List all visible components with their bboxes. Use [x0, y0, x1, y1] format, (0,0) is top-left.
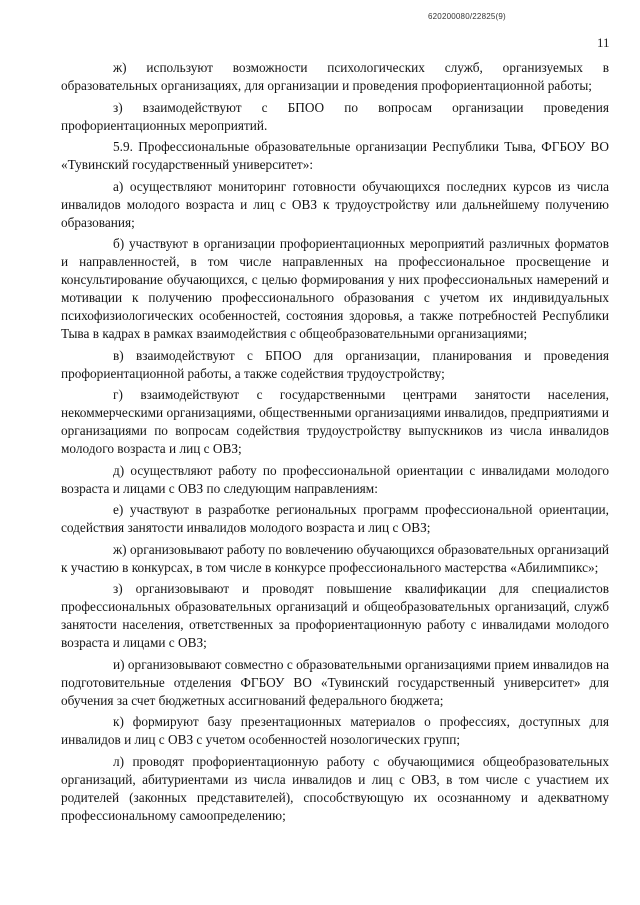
list-item-l: л) проводят профориентационную работу с обучающимися общеобразовательных организаций, абитуриентами из числа инвалидов и лиц с ОВЗ, в том числе с участием их родителей (законных представителей), способствующую их осознанному и адекватному профессиональному самоопределению; — [61, 753, 609, 823]
list-item-z: з) организовывают и проводят повышение квалификации для специалистов профессиональных образовательных организаций и общеобразовательных организаций, служб занятости населения, ответственных за профориентационную работу с инвалидами молодого возраста и лицами с ОВЗ; — [61, 581, 609, 650]
list-item-d: д) осуществляют работу по профессиональной ориентации с инвалидами молодого возраста и лицами с ОВЗ по следующим направлениям: — [61, 462, 609, 496]
list-item-g: г) взаимодействуют с государственными центрами занятости населения, некоммерческими организациями, общественными организациями инвалидов, предприятиями и организациями по вопросам содействия трудоустройству выпускников из числа инвалидов молодого возраста и лиц с ОВЗ; — [61, 387, 609, 456]
document-registration-code: 620200080/22825(9) — [428, 12, 506, 21]
list-item-v: в) взаимодействуют с БПОО для организации, планирования и проведения профориентационной работы, а также содействия трудоустройству; — [61, 347, 609, 381]
list-item-a: а) осуществляют мониторинг готовности обучающихся последних курсов из числа инвалидов молодого возраста и лиц с ОВЗ к трудоустройству или дальнейшему получению образования; — [61, 178, 609, 230]
list-item-i: и) организовывают совместно с образовательными организациями прием инвалидов на подготовительные отделения ФГБОУ ВО «Тувинский государственный университет» для обучения за счет бюджетных ассигнований федерального бюджета; — [61, 656, 609, 708]
list-item-zh: ж) организовывают работу по вовлечению обучающихся образовательных организаций к участию в конкурсах, в том числе в конкурсе профессионального мастерства «Абилимпикс»; — [61, 541, 609, 575]
document-body — [61, 59, 609, 828]
paragraph-zh-psychological-services: ж) используют возможности психологических служб, организуемых в образовательных организациях, для организации и проведения профориентационной работы; — [61, 60, 609, 93]
list-item-e: е) участвуют в разработке региональных программ профессиональной ориентации, содействия занятости инвалидов молодого возраста и лиц с ОВЗ; — [61, 502, 609, 535]
list-item-b: б) участвуют в организации профориентационных мероприятий различных форматов и направленностей, в том числе направленных на профессиональное просвещение и консультирование обучающихся, с целью формирования у них профессиональных намерений и мотивации к получению профессионального образования с учетом их индивидуальных психофизиологических особенностей, состояния здоровья, а также потребностей Республики Тыва в кадрах в рамках взаимодействия с общеобразовательными организациями; — [61, 236, 609, 341]
paragraph-z-bpoo-interaction: з) взаимодействуют с БПОО по вопросам организации проведения профориентационных мероприятий. — [61, 99, 609, 133]
page-number: 11 — [597, 35, 610, 50]
section-5-9-heading: 5.9. Профессиональные образовательные организации Республики Тыва, ФГБОУ ВО «Тувинский государственный университет»: — [61, 139, 609, 172]
list-item-k: к) формируют базу презентационных материалов о профессиях, доступных для инвалидов и лиц с ОВЗ с учетом особенностей нозологических групп; — [61, 714, 609, 747]
